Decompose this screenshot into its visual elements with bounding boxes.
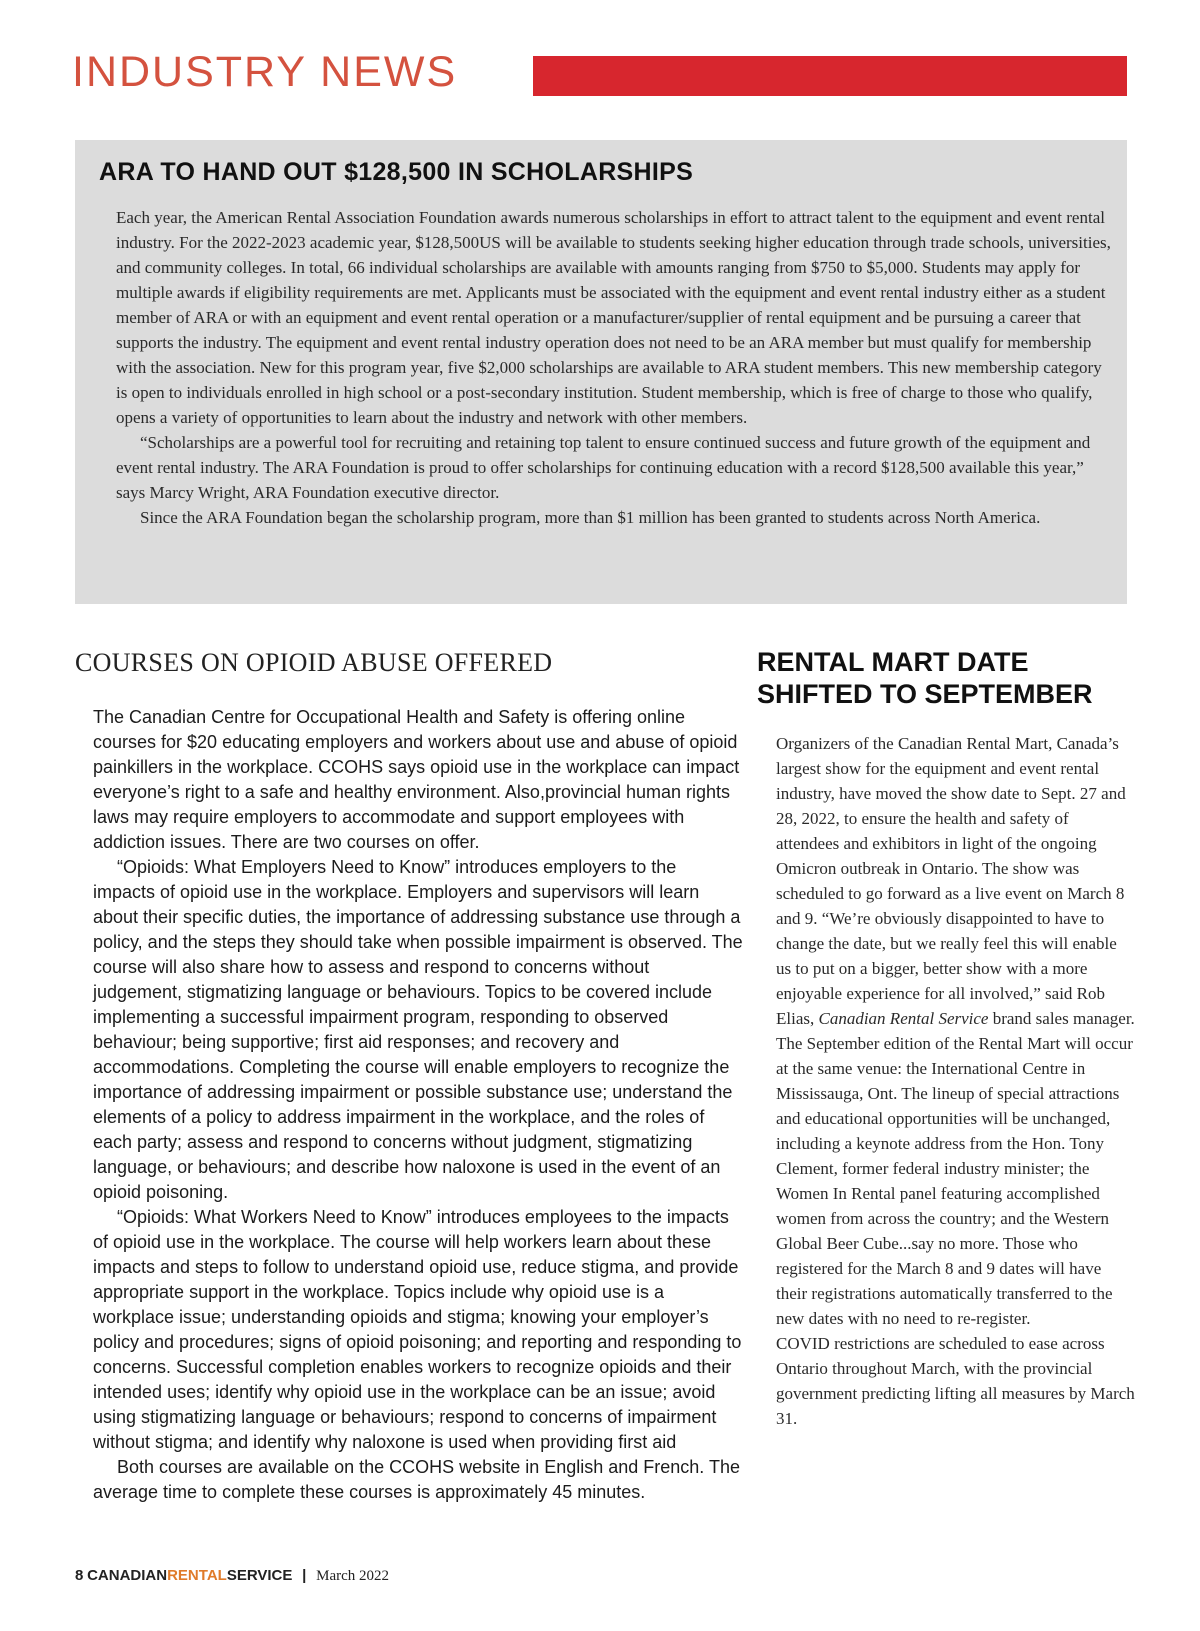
article-paragraph: The Canadian Centre for Occupational Health and Safety is offering online courses for $20 educating employers and workers about use and abuse of opioid painkillers in the workplace. CCOHS says opioid use in the workplace can impact everyone’s right to a safe and healthy environment. Also,provincial human rights laws may require employers to accommodate and support employees with addiction issues. There are two courses on offer.: [93, 707, 740, 852]
headline-line: SHIFTED TO SEPTEMBER: [757, 679, 1093, 709]
issue-date: March 2022: [316, 1568, 390, 1584]
article-paragraph: [776, 731, 1136, 1031]
brand-part: CANADIAN: [87, 1567, 168, 1584]
brand-part: SERVICE: [226, 1567, 293, 1584]
article-paragraph: Since the ARA Foundation began the scholarship program, more than $1 million has been granted to students across North America.: [140, 508, 1041, 527]
paragraph-text: brand sales manager.: [988, 1009, 1135, 1028]
article-paragraph: Both courses are available on the CCOHS website in English and French. The average time to complete these courses is approximately 45 minutes.: [93, 1457, 741, 1502]
article-paragraph: “Opioids: What Workers Need to Know” introduces employees to the impacts of opioid use in the workplace. The course will help workers learn about these impacts and steps to follow to understand opioid use, reduce stigma, and provide appropriate support in the workplace. Topics include why opioid use is a workplace issue; understanding opioids and stigma; knowing your employer’s policy and procedures; signs of opioid poisoning; and reporting and responding to concerns. Successful completion enables workers to recognize opioids and their intended uses; identify why opioid use in the workplace can be an issue; avoid using stigmatizing language or behaviours; respond to concerns of impairment without stigma; and identify why naloxone is used when providing first aid: [93, 1207, 742, 1452]
section-header-bar: [533, 56, 1127, 96]
article-paragraph: “Opioids: What Employers Need to Know” introduces employers to the impacts of opioid use in the workplace. Employers and supervisors will learn about their specific duties, the importance of addressing substance use through a policy, and the steps they should take when possible impairment is observed. The course will also share how to assess and respond to concerns without judgement, stigmatizing language or behaviours. Topics to be covered include implementing a successful impairment program, responding to observed behaviour; being supportive; first aid responses; and recovery and accommodations. Completing the course will enable employers to recognize the importance of addressing impairment or possible substance use; understand the elements of a policy to address impairment in the workplace, and the roles of each party; assess and respond to concerns without judgment, stigmatizing language, or behaviours; and describe how naloxone is used in the event of an opioid poisoning.: [93, 857, 743, 1202]
article-paragraph: The September edition of the Rental Mart will occur at the same venue: the International Centre in Mississauga, Ont. The lineup of special attractions and educational opportunities will be unchanged, including a keynote address from the Hon. Tony Clement, former federal industry minister; the Women In Rental panel featuring accomplished women from across the country; and the Western Global Beer Cube...say no more. Those who registered for the March 8 and 9 dates will have their registrations automatically transferred to the new dates with no need to re-register.: [776, 1034, 1133, 1328]
section-title: INDUSTRY NEWS: [72, 48, 458, 96]
brand-part-accent: RENTAL: [167, 1567, 227, 1584]
article-paragraph: Each year, the American Rental Association Foundation awards numerous scholarships in effort to attract talent to the equipment and event rental industry. For the 2022-2023 academic year, $128,500US will be available to students seeking higher education through trade schools, universities, and community colleges. In total, 66 individual scholarships are available with amounts ranging from $750 to $5,000. Students may apply for multiple awards if eligibility requirements are met. Applicants must be associated with the equipment and event rental industry either as a student member of ARA or with an equipment and event rental operation or a manufacturer/supplier of rental equipment and be pursuing a career that supports the industry. The equipment and event rental industry operation does not need to be an ARA member but must qualify for membership with the association. New for this program year, five $2,000 scholarships are available to ARA student members. This new membership category is open to individuals enrolled in high school or a post-secondary institution. Student membership, which is free of charge to those who qualify, opens a variety of opportunities to learn about the industry and network with other members.: [116, 208, 1111, 427]
publication-name: Canadian Rental Service: [818, 1009, 989, 1028]
opioid-headline: COURSES ON OPIOID ABUSE OFFERED: [75, 648, 553, 677]
headline-line: RENTAL MART DATE: [757, 647, 1029, 677]
page-footer: [75, 1567, 389, 1585]
scholarship-headline: ARA TO HAND OUT $128,500 IN SCHOLARSHIPS: [99, 158, 694, 186]
page-number: 8: [75, 1567, 84, 1584]
scholarship-article: [75, 140, 1127, 604]
article-paragraph: COVID restrictions are scheduled to ease across Ontario throughout March, with the provincial government predicting lifting all measures by March 31.: [776, 1334, 1135, 1428]
publication-brand: [87, 1567, 292, 1584]
footer-separator: |: [302, 1567, 307, 1584]
article-paragraph: “Scholarships are a powerful tool for recruiting and retaining top talent to ensure continued success and future growth of the equipment and event rental industry. The ARA Foundation is proud to offer scholarships for continuing education with a record $128,500 available this year,” says Marcy Wright, ARA Foundation executive director.: [116, 433, 1091, 502]
rental-mart-headline: [757, 646, 1137, 710]
rental-mart-article-body: [776, 731, 1136, 1431]
paragraph-text: Organizers of the Canadian Rental Mart, Canada’s largest show for the equipment and event rental industry, have moved the show date to Sept. 27 and 28, 2022, to ensure the health and safety of attendees and exhibitors in light of the ongoing Omicron outbreak in Ontario. The show was scheduled to go forward as a live event on March 8 and 9. “We’re obviously disappointed to have to change the date, but we really feel this will enable us to put on a bigger, better show with a more enjoyable experience for all involved,” said Rob Elias,: [776, 734, 1126, 1028]
scholarship-body: [116, 205, 1116, 530]
opioid-article-body: [93, 705, 743, 1505]
